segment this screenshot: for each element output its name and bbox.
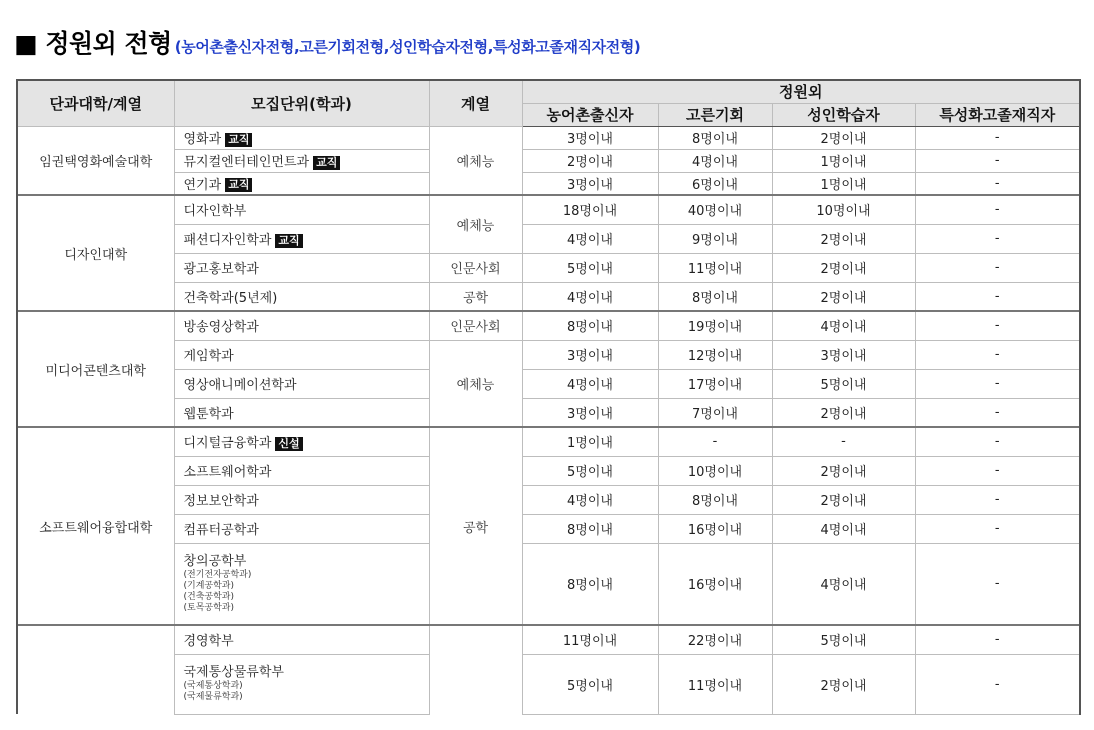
field-cell	[429, 625, 522, 714]
unit-cell	[174, 543, 429, 625]
specialized-worker-quota: -	[915, 654, 1080, 714]
unit-name: 방송영상학과	[183, 320, 259, 336]
adult-learner-quota: 2명이내	[772, 485, 915, 514]
unit-cell	[174, 514, 429, 543]
unit-name: 광고홍보학과	[183, 262, 259, 277]
specialized-worker-quota: -	[915, 126, 1080, 149]
equal-opportunity-quota: 12명이내	[658, 340, 772, 369]
equal-opportunity-quota: 19명이내	[658, 311, 772, 340]
table-body	[17, 126, 1080, 714]
equal-opportunity-quota: 40명이내	[658, 195, 772, 224]
unit-name: 창의공학부	[183, 553, 247, 569]
unit-name: 디지털금융학과	[183, 436, 272, 452]
unit-cell	[174, 311, 429, 340]
table-row	[17, 625, 1080, 654]
table-row	[17, 654, 1080, 714]
sub-department: (국제물류학과)	[183, 692, 243, 702]
rural-quota: 2명이내	[522, 149, 658, 172]
table-row	[17, 149, 1080, 172]
field-cell: 공학	[429, 282, 522, 311]
unit-cell	[174, 224, 429, 253]
equal-opportunity-quota: 8명이내	[658, 126, 772, 149]
unit-name: 연기과	[183, 177, 222, 193]
adult-learner-quota: 4명이내	[772, 543, 915, 625]
unit-cell	[174, 625, 429, 654]
field-cell: 예체능	[429, 340, 522, 427]
specialized-worker-quota: -	[915, 311, 1080, 340]
adult-learner-quota: 2명이내	[772, 224, 915, 253]
adult-learner-quota: 4명이내	[772, 311, 915, 340]
table-row	[17, 427, 1080, 456]
specialized-worker-quota: -	[915, 456, 1080, 485]
specialized-worker-quota: -	[915, 625, 1080, 654]
equal-opportunity-quota: 11명이내	[658, 253, 772, 282]
college-cell: 미디어콘텐츠대학	[17, 311, 174, 427]
unit-name: 소프트웨어학과	[183, 465, 272, 480]
table-row	[17, 126, 1080, 149]
program-badge: 교직	[225, 133, 252, 147]
unit-name: 경영학부	[183, 634, 234, 650]
specialized-worker-quota: -	[915, 149, 1080, 172]
rural-quota: 8명이내	[522, 543, 658, 625]
table-row	[17, 224, 1080, 253]
rural-quota: 18명이내	[522, 195, 658, 224]
header-equal-opportunity: 고른기회	[658, 103, 772, 126]
adult-learner-quota: 5명이내	[772, 369, 915, 398]
specialized-worker-quota: -	[915, 369, 1080, 398]
table-row	[17, 311, 1080, 340]
college-cell: 임권택영화예술대학	[17, 126, 174, 195]
table-row	[17, 253, 1080, 282]
adult-learner-quota: 3명이내	[772, 340, 915, 369]
specialized-worker-quota: -	[915, 340, 1080, 369]
equal-opportunity-quota: 9명이내	[658, 224, 772, 253]
field-cell: 예체능	[429, 126, 522, 195]
college-cell: 디자인대학	[17, 195, 174, 311]
table-row	[17, 369, 1080, 398]
unit-cell	[174, 398, 429, 427]
header-rural: 농어촌출신자	[522, 103, 658, 126]
unit-name: 국제통상물류학부	[183, 665, 284, 680]
adult-learner-quota: 1명이내	[772, 149, 915, 172]
unit-name: 영상애니메이션학과	[183, 378, 297, 393]
rural-quota: 4명이내	[522, 485, 658, 514]
specialized-worker-quota: -	[915, 514, 1080, 543]
specialized-worker-quota: -	[915, 282, 1080, 311]
table-row	[17, 485, 1080, 514]
unit-name: 패션디자인학과	[183, 233, 272, 248]
rural-quota: 3명이내	[522, 126, 658, 149]
specialized-worker-quota: -	[915, 398, 1080, 427]
unit-cell	[174, 369, 429, 398]
table-row	[17, 456, 1080, 485]
table-row	[17, 543, 1080, 625]
section-title	[14, 24, 640, 58]
program-badge: 교직	[225, 178, 252, 192]
adult-learner-quota: 2명이내	[772, 398, 915, 427]
field-cell: 예체능	[429, 195, 522, 253]
rural-quota: 11명이내	[522, 625, 658, 654]
unit-cell	[174, 126, 429, 149]
specialized-worker-quota: -	[915, 485, 1080, 514]
rural-quota: 5명이내	[522, 456, 658, 485]
adult-learner-quota: 5명이내	[772, 625, 915, 654]
table-row	[17, 340, 1080, 369]
unit-cell	[174, 282, 429, 311]
sub-department: (국제통상학과)	[183, 681, 243, 691]
header-specialized-worker: 특성화고졸재직자	[915, 103, 1080, 126]
equal-opportunity-quota: 10명이내	[658, 456, 772, 485]
rural-quota: 4명이내	[522, 224, 658, 253]
sub-department: (토목공학과)	[183, 602, 234, 613]
equal-opportunity-quota: -	[658, 427, 772, 456]
specialized-worker-quota: -	[915, 195, 1080, 224]
adult-learner-quota: 4명이내	[772, 514, 915, 543]
unit-name: 영화과	[183, 132, 222, 147]
unit-name: 건축학과(5년제)	[183, 290, 278, 306]
college-cell	[17, 625, 174, 714]
program-badge: 교직	[313, 156, 340, 170]
unit-name: 디자인학부	[183, 204, 247, 220]
college-cell: 소프트웨어융합대학	[17, 427, 174, 625]
adult-learner-quota: 1명이내	[772, 172, 915, 195]
rural-quota: 3명이내	[522, 172, 658, 195]
equal-opportunity-quota: 17명이내	[658, 369, 772, 398]
field-cell: 인문사회	[429, 311, 522, 340]
unit-cell	[174, 172, 429, 195]
unit-cell	[174, 195, 429, 224]
adult-learner-quota: -	[772, 427, 915, 456]
equal-opportunity-quota: 8명이내	[658, 485, 772, 514]
rural-quota: 8명이내	[522, 311, 658, 340]
equal-opportunity-quota: 4명이내	[658, 149, 772, 172]
specialized-worker-quota: -	[915, 543, 1080, 625]
specialized-worker-quota: -	[915, 224, 1080, 253]
adult-learner-quota: 2명이내	[772, 126, 915, 149]
unit-name: 게임학과	[183, 349, 234, 364]
header-unit: 모집단위(학과)	[174, 80, 429, 126]
header-extra-quota: 정원외	[522, 80, 1080, 103]
unit-name: 뮤지컬엔터테인먼트과	[183, 155, 310, 170]
unit-cell	[174, 456, 429, 485]
specialized-worker-quota: -	[915, 427, 1080, 456]
specialized-worker-quota: -	[915, 172, 1080, 195]
adult-learner-quota: 2명이내	[772, 282, 915, 311]
sub-department: (전기전자공학과)	[183, 569, 252, 580]
table-row	[17, 195, 1080, 224]
equal-opportunity-quota: 6명이내	[658, 172, 772, 195]
table-row	[17, 398, 1080, 427]
rural-quota: 3명이내	[522, 398, 658, 427]
unit-cell	[174, 427, 429, 456]
equal-opportunity-quota: 8명이내	[658, 282, 772, 311]
adult-learner-quota: 2명이내	[772, 253, 915, 282]
equal-opportunity-quota: 11명이내	[658, 654, 772, 714]
adult-learner-quota: 2명이내	[772, 456, 915, 485]
program-badge: 신설	[275, 437, 302, 451]
rural-quota: 4명이내	[522, 282, 658, 311]
unit-name: 웹툰학과	[183, 406, 234, 422]
unit-cell	[174, 253, 429, 282]
header-college: 단과대학/계열	[17, 80, 174, 126]
field-cell: 인문사회	[429, 253, 522, 282]
admission-quota-table	[16, 79, 1081, 715]
sub-department: (건축공학과)	[183, 591, 234, 602]
table-row	[17, 282, 1080, 311]
section-title-main: ■ 정원외 전형	[14, 29, 172, 58]
rural-quota: 5명이내	[522, 654, 658, 714]
rural-quota: 1명이내	[522, 427, 658, 456]
section-title-subtitle: (농어촌출신자전형,고른기회전형,성인학습자전형,특성화고졸재직자전형)	[174, 38, 641, 56]
sub-department: (기계공학과)	[183, 580, 234, 591]
program-badge: 교직	[275, 234, 302, 248]
adult-learner-quota: 10명이내	[772, 195, 915, 224]
header-field: 계열	[429, 80, 522, 126]
equal-opportunity-quota: 22명이내	[658, 625, 772, 654]
unit-cell	[174, 485, 429, 514]
unit-cell	[174, 149, 429, 172]
rural-quota: 5명이내	[522, 253, 658, 282]
header-adult-learner: 성인학습자	[772, 103, 915, 126]
table-row	[17, 172, 1080, 195]
field-cell: 공학	[429, 427, 522, 625]
equal-opportunity-quota: 16명이내	[658, 543, 772, 625]
rural-quota: 3명이내	[522, 340, 658, 369]
table-row	[17, 514, 1080, 543]
specialized-worker-quota: -	[915, 253, 1080, 282]
rural-quota: 4명이내	[522, 369, 658, 398]
rural-quota: 8명이내	[522, 514, 658, 543]
unit-name: 컴퓨터공학과	[183, 523, 259, 538]
equal-opportunity-quota: 16명이내	[658, 514, 772, 543]
adult-learner-quota: 2명이내	[772, 654, 915, 714]
equal-opportunity-quota: 7명이내	[658, 398, 772, 427]
unit-cell	[174, 654, 429, 714]
unit-name: 정보보안학과	[183, 494, 259, 509]
unit-cell	[174, 340, 429, 369]
